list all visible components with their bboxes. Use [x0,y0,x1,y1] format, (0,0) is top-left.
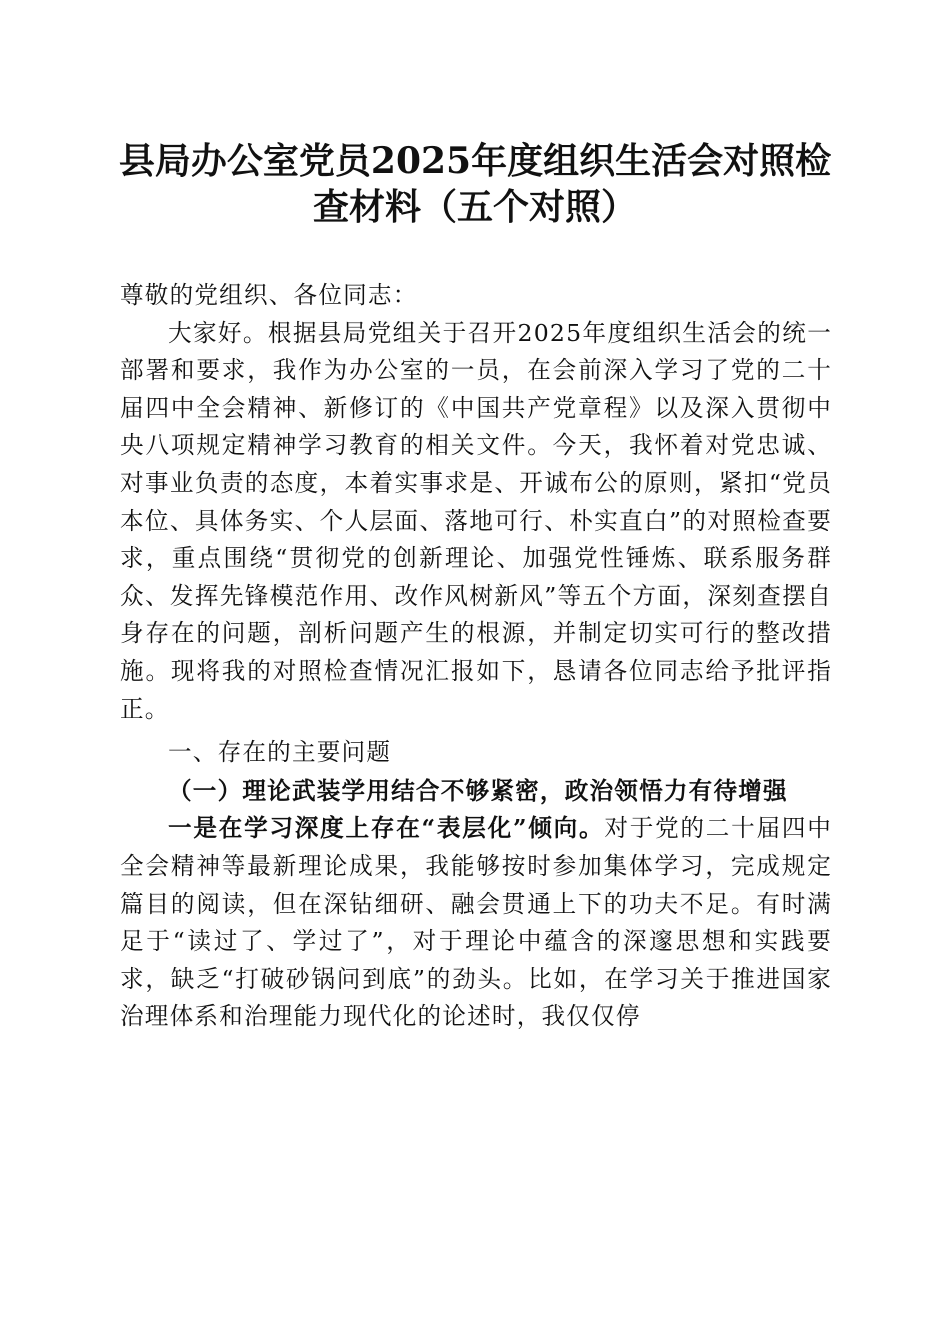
salutation: 尊敬的党组织、各位同志： [120,281,418,309]
title-line-1: 县局办公室党员2025年度组织生活会对照检 [118,140,832,182]
document-title [100,138,850,230]
point-paragraph [120,810,832,1036]
point-lead: 一是在学习深度上存在“表层化”倾向。 [168,814,605,843]
intro-paragraph: 大家好。根据县局党组关于召开2025年度组织生活会的统一部署和要求，我作为办公室的一员，在会前深入学习了党的二十届四中全会精神、新修订的《中国共产党章程》以及深入贯彻中央八项规定精神学习教育的相关文件。今天，我怀着对党忠诚、对事业负责的态度，本着实事求是、开诚布公的原则，紧扣“党员本位、具体务实、个人层面、落地可行、朴实直白”的对照检查要求，重点围绕“贯彻党的创新理论、加强党性锤炼、联系服务群众、发挥先锋模范作用、改作风树新风”等五个方面，深刻查摆自身存在的问题，剖析问题产生的根源，并制定切实可行的整改措施。现将我的对照检查情况汇报如下，恳请各位同志给予批评指正。 [120,318,832,723]
point-body: 对于党的二十届四中全会精神等最新理论成果，我能够按时参加集体学习，完成规定篇目的阅读，但在深钻细研、融会贯通上下的功夫不足。有时满足于“读过了、学过了”，对于理论中蕴含的深邃思想和实践要求，缺乏“打破砂锅问到底”的劲头。比如，在学习关于推进国家治理体系和治理能力现代化的论述时，我仅仅停 [120,814,832,1031]
title-line-2: 查材料（五个对照） [312,186,637,228]
document-body [120,277,832,1036]
subsection-heading: （一）理论武装学用结合不够紧密，政治领悟力有待增强 [168,776,788,805]
section-heading: 一、存在的主要问题 [168,738,392,767]
